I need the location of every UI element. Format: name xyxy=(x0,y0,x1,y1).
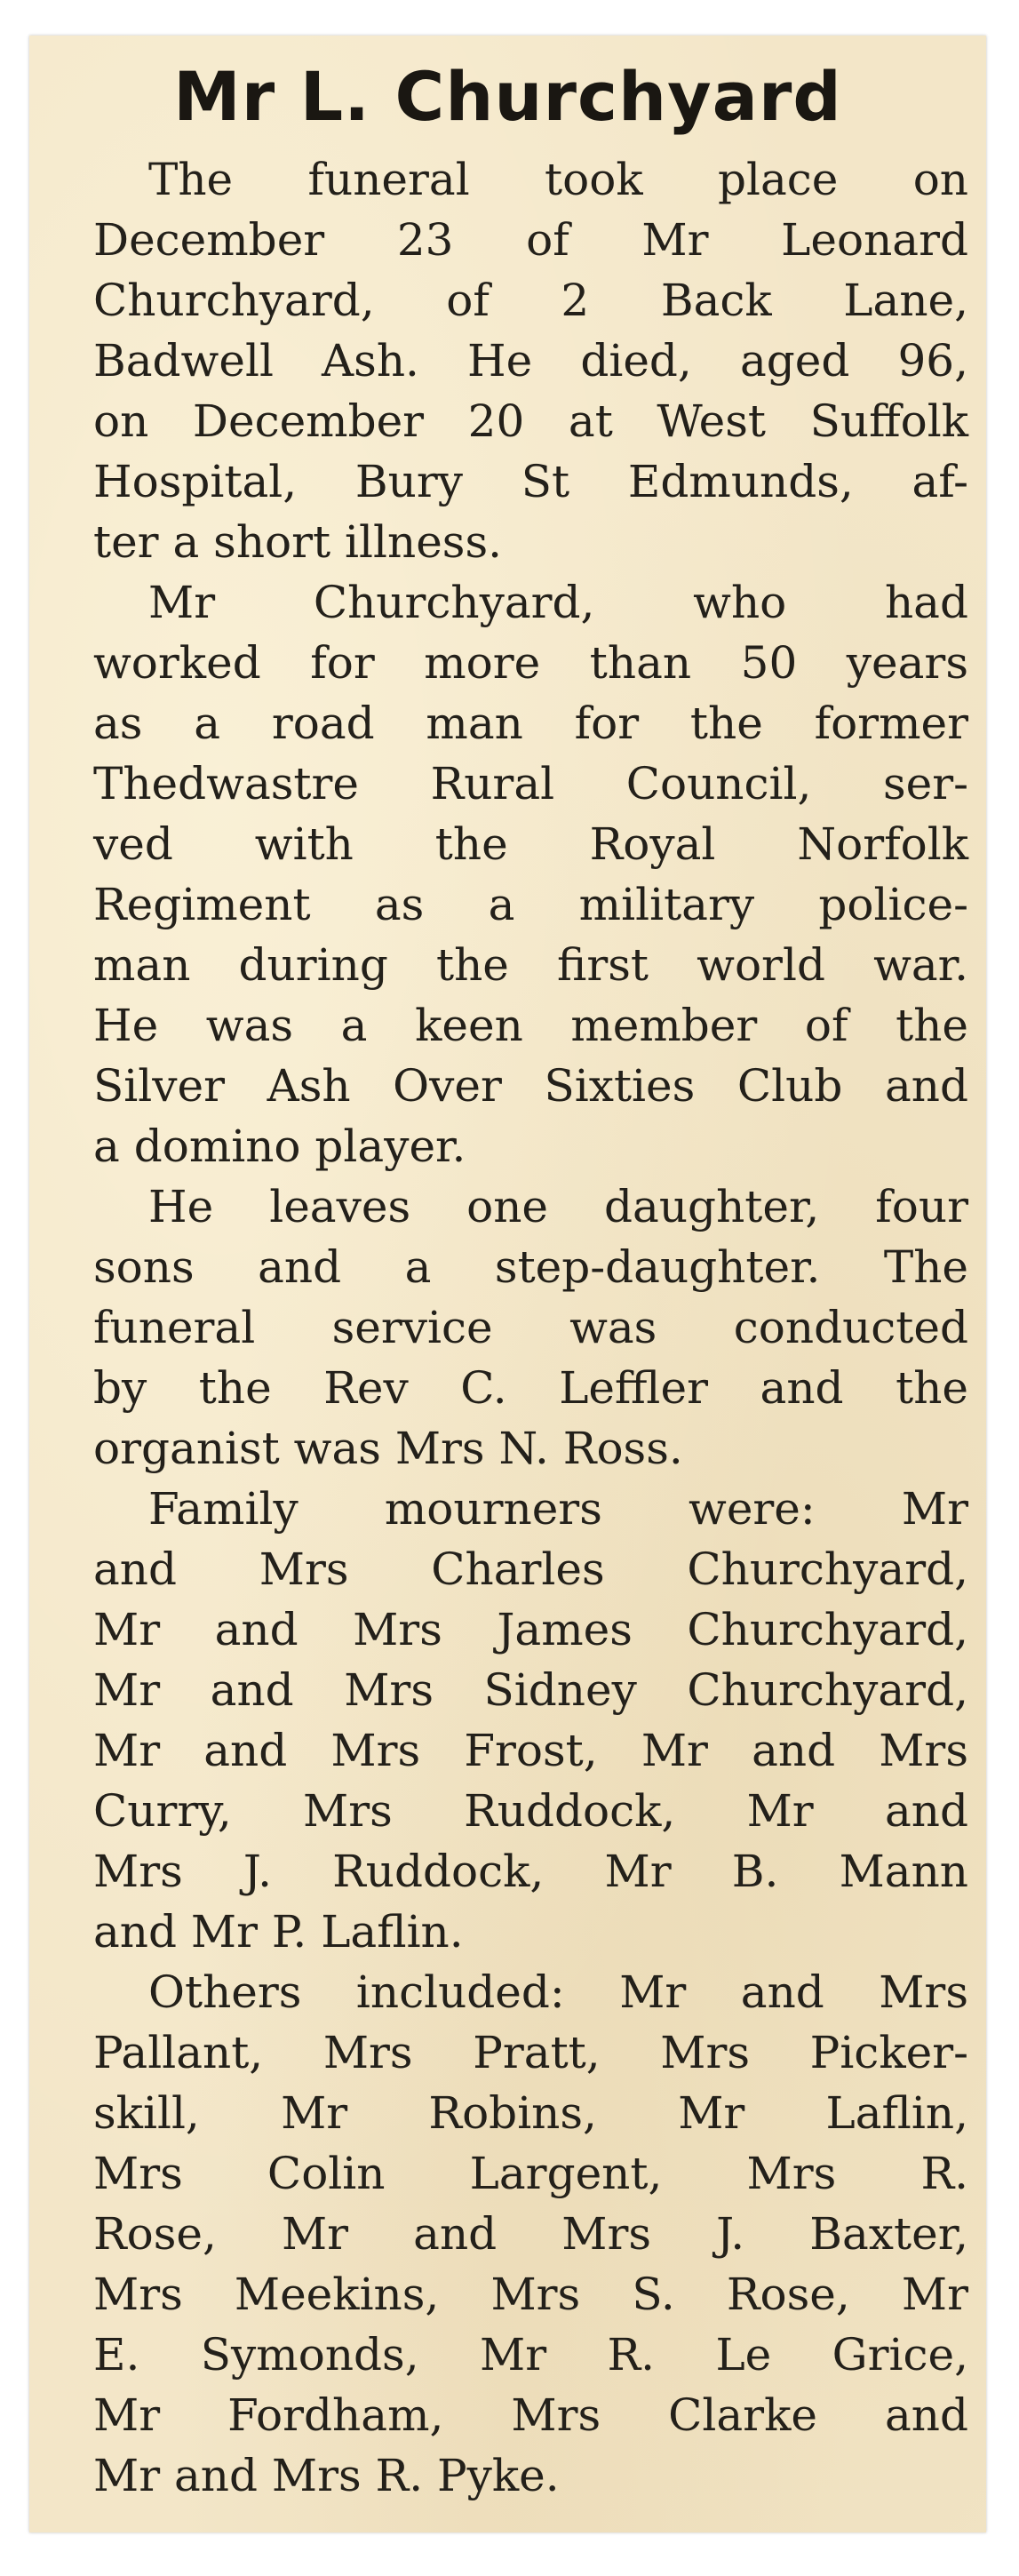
text-line: by the Rev C. Leffler and the xyxy=(93,1362,968,1414)
text-line: Mrs Meekins, Mrs S. Rose, Mr xyxy=(93,2269,968,2320)
text-line: Badwell Ash. He died, aged 96, xyxy=(93,335,968,387)
text-line: Family mourners were: Mr xyxy=(148,1483,968,1535)
text-line: Pallant, Mrs Pratt, Mrs Picker- xyxy=(93,2027,968,2078)
text-line: Mr and Mrs James Churchyard, xyxy=(93,1604,968,1655)
paragraph-family xyxy=(93,1176,968,1479)
text-line: Mrs Colin Largent, Mrs R. xyxy=(93,2148,968,2199)
text-line: Thedwastre Rural Council, ser- xyxy=(93,758,968,809)
newspaper-clipping xyxy=(29,36,986,2532)
text-line: skill, Mr Robins, Mr Laflin, xyxy=(93,2087,968,2139)
paragraph-funeral-details xyxy=(93,149,968,572)
text-line: Curry, Mrs Ruddock, Mr and xyxy=(93,1785,968,1837)
text-line: December 23 of Mr Leonard xyxy=(93,214,968,266)
text-line: Mr and Mrs Frost, Mr and Mrs xyxy=(93,1725,968,1776)
text-line: The funeral took place on xyxy=(148,154,968,205)
text-line: He leaves one daughter, four xyxy=(148,1181,968,1232)
text-line: and Mrs Charles Churchyard, xyxy=(93,1543,968,1595)
text-line: funeral service was conducted xyxy=(93,1302,968,1353)
text-line: Mr and Mrs Sidney Churchyard, xyxy=(93,1664,968,1716)
text-line: on December 20 at West Suffolk xyxy=(93,395,968,447)
article-headline: Mr L. Churchyard xyxy=(173,57,842,136)
text-line: ter a short illness. xyxy=(93,516,503,568)
text-line: a domino player. xyxy=(93,1121,466,1172)
text-line: ved with the Royal Norfolk xyxy=(93,818,968,870)
text-line: Mr Fordham, Mrs Clarke and xyxy=(93,2389,968,2441)
text-line: Mr Churchyard, who had xyxy=(148,577,968,628)
paragraph-career xyxy=(93,572,968,1176)
paragraph-others xyxy=(93,1962,968,2506)
text-line: Silver Ash Over Sixties Club and xyxy=(93,1060,968,1112)
text-line: E. Symonds, Mr R. Le Grice, xyxy=(93,2329,968,2381)
text-line: Rose, Mr and Mrs J. Baxter, xyxy=(93,2208,968,2260)
text-line: Others included: Mr and Mrs xyxy=(148,1966,968,2018)
text-line: Regiment as a military police- xyxy=(93,879,968,930)
text-line: Mr and Mrs R. Pyke. xyxy=(93,2450,560,2501)
text-line: organist was Mrs N. Ross. xyxy=(93,1423,683,1474)
text-line: as a road man for the former xyxy=(93,698,968,749)
text-line: worked for more than 50 years xyxy=(93,637,968,689)
text-line: man during the first world war. xyxy=(93,939,968,991)
text-line: Mrs J. Ruddock, Mr B. Mann xyxy=(93,1846,968,1897)
text-line: He was a keen member of the xyxy=(93,1000,968,1051)
text-line: and Mr P. Laflin. xyxy=(93,1906,464,1958)
text-line: Hospital, Bury St Edmunds, af- xyxy=(93,456,968,507)
text-line: sons and a step-daughter. The xyxy=(93,1241,968,1293)
paragraph-family-mourners xyxy=(93,1479,968,1962)
text-line: Churchyard, of 2 Back Lane, xyxy=(93,275,968,326)
